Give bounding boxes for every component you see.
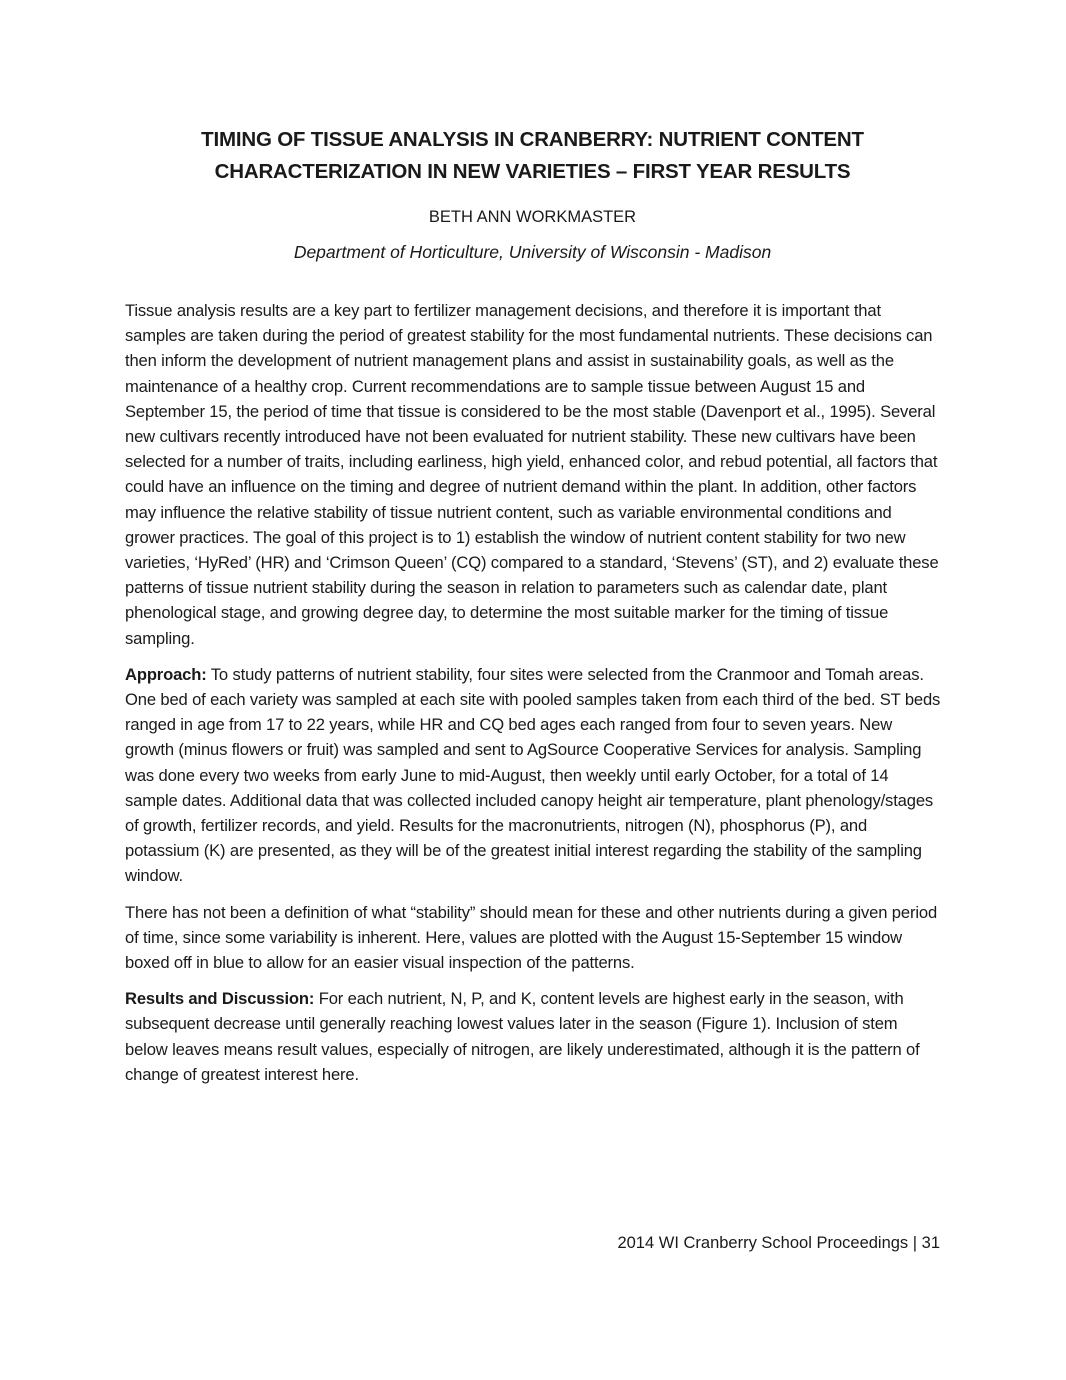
- title-line-2: CHARACTERIZATION IN NEW VARIETIES – FIRST YEAR RESULTS: [214, 160, 851, 183]
- document-title: [125, 124, 940, 188]
- author-name: BETH ANN WORKMASTER: [428, 208, 637, 226]
- document-body: [125, 298, 943, 1098]
- results-paragraph: [125, 986, 943, 1087]
- approach-text: To study patterns of nutrient stability, four sites were selected from the Cranmoor and Tomah areas. One bed of each variety was sampled at each site with pooled samples taken from each third of the bed. ST beds ranged in age from 17 to 22 years, while HR and CQ bed ages each ranged from four to seven years. New growth (minus flowers or fruit) was sampled and sent to AgSource Cooperative Services for analysis. Sampling was done every two weeks from early June to mid-August, then weekly until early October, for a total of 14 sample dates. Additional data that was collected included canopy height air temperature, plant phenology/stages of growth, fertilizer records, and yield. Results for the macronutrients, nitrogen (N), phosphorus (P), and potassium (K) are presented, as they will be of the greatest initial interest regarding the stability of the sampling window.: [125, 664, 941, 886]
- stability-paragraph: There has not been a definition of what “stability” should mean for these and other nutrients during a given period of time, since some variability is inherent. Here, values are plotted with the August 15-September 15 window boxed off in blue to allow for an easier visual inspection of the patterns.: [125, 902, 938, 973]
- results-text: For each nutrient, N, P, and K, content levels are highest early in the season, with subsequent decrease until generally reaching lowest values later in the season (Figure 1). Inclusion of stem below leaves means result values, especially of nitrogen, are likely underestimated, although it is the pattern of change of greatest interest here.: [125, 989, 920, 1084]
- approach-label: Approach:: [125, 664, 207, 684]
- page-footer: 2014 WI Cranberry School Proceedings | 31: [617, 1234, 940, 1252]
- results-label: Results and Discussion:: [125, 989, 315, 1009]
- title-line-1: TIMING OF TISSUE ANALYSIS IN CRANBERRY: NUTRIENT CONTENT: [201, 128, 864, 151]
- author-affiliation: Department of Horticulture, University of Wisconsin - Madison: [293, 242, 772, 262]
- intro-paragraph: Tissue analysis results are a key part to fertilizer management decisions, and therefore it is important that samples are taken during the period of greatest stability for the most fundamental nutrients. These decisions can then inform the development of nutrient management plans and assist in sustainability goals, as well as the maintenance of a healthy crop. Current recommendations are to sample tissue between August 15 and September 15, the period of time that tissue is considered to be the most stable (Davenport et al., 1995). Several new cultivars recently introduced have not been evaluated for nutrient stability. These new cultivars have been selected for a number of traits, including earliness, high yield, enhanced color, and rebud potential, all factors that could have an influence on the timing and degree of nutrient demand within the plant. In addition, other factors may influence the relative stability of tissue nutrient content, such as variable environmental conditions and grower practices. The goal of this project is to 1) establish the window of nutrient content stability for two new varieties, ‘HyRed’ (HR) and ‘Crimson Queen’ (CQ) compared to a standard, ‘Stevens’ (ST), and 2) evaluate these patterns of tissue nutrient stability during the season in relation to parameters such as calendar date, plant phenological stage, and growing degree day, to determine the most suitable marker for the timing of tissue sampling.: [125, 301, 939, 648]
- approach-paragraph: [125, 662, 943, 889]
